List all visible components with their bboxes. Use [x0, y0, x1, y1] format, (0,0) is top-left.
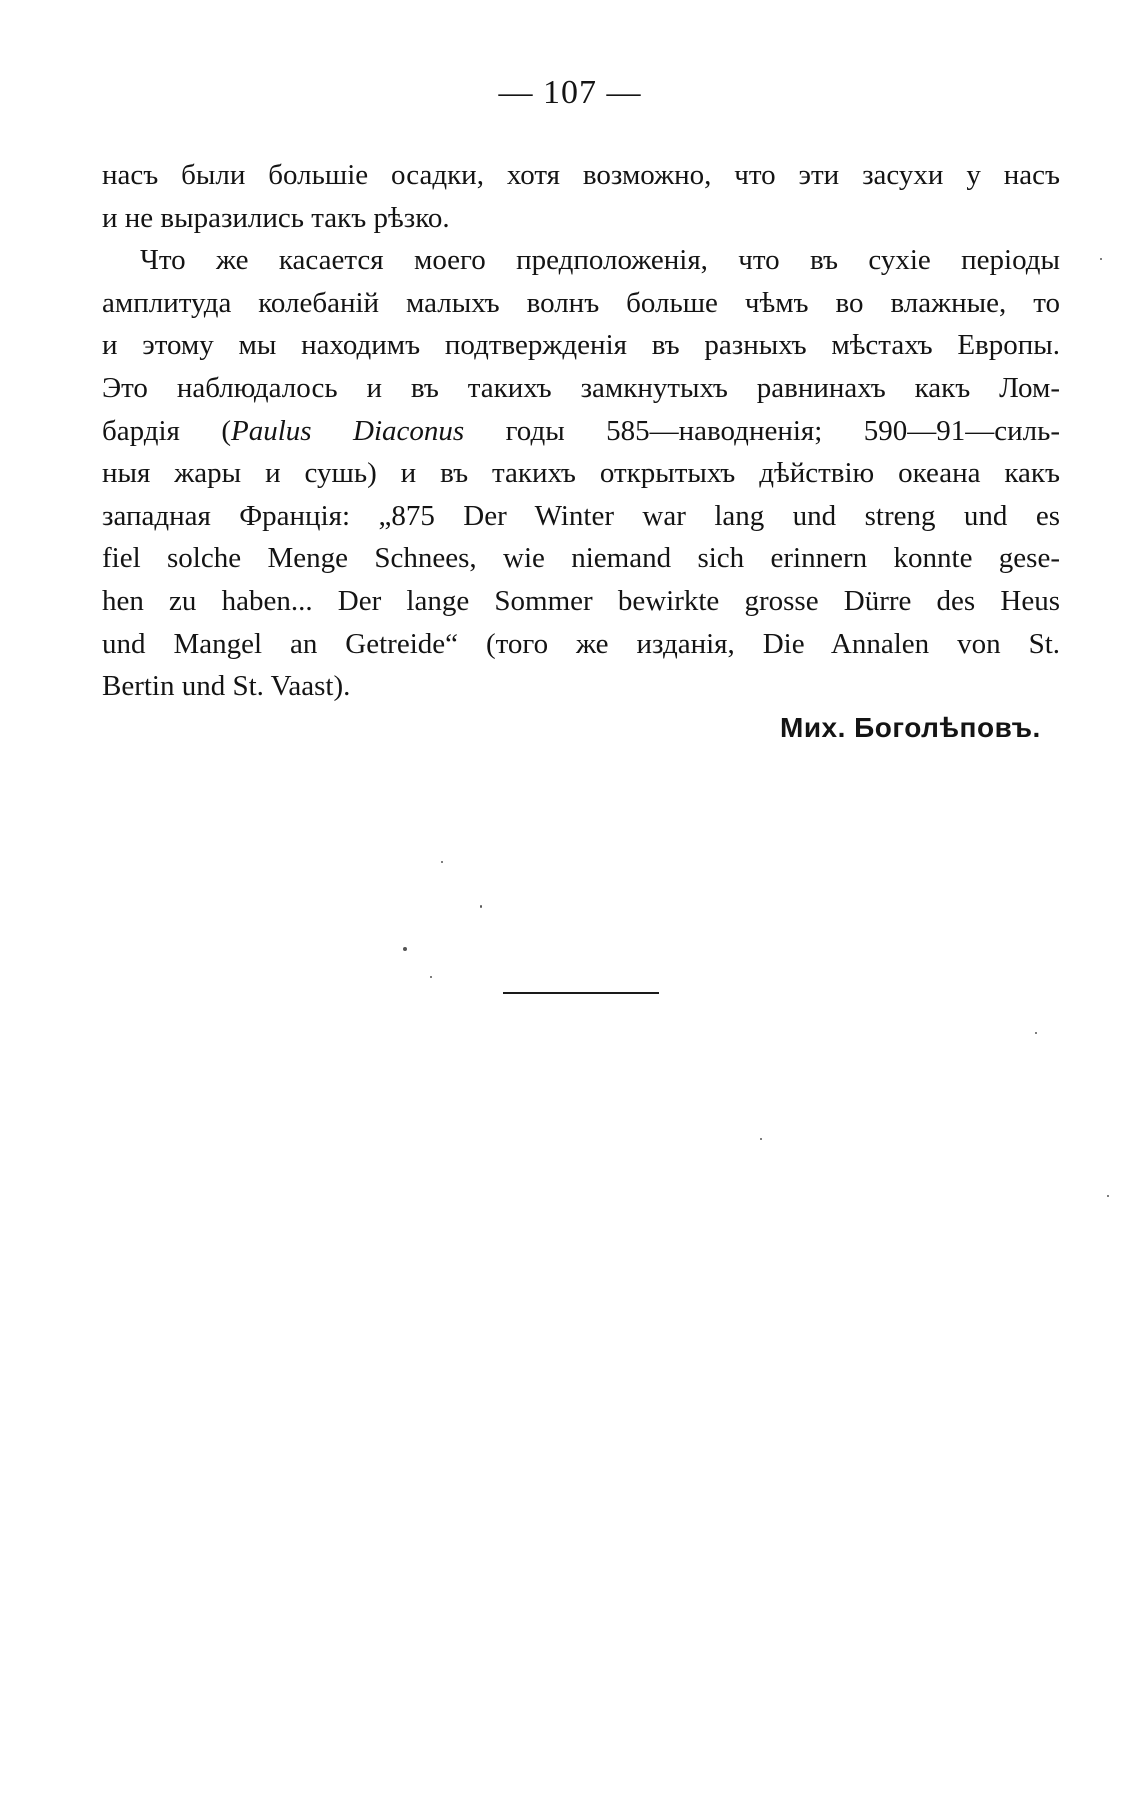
- scan-speck: [441, 861, 443, 863]
- text-line: западная Франція: „875 Der Winter war lang und streng und es: [102, 499, 1060, 532]
- text-line: амплитуда колебаній малыхъ волнъ больше чѣмъ во влажные, то: [102, 286, 1060, 319]
- scan-speck: [430, 976, 432, 978]
- page-number: — 107 —: [498, 74, 642, 111]
- text-line: и не выразились такъ рѣзко.: [102, 201, 450, 234]
- text-line: Что же касается моего предположенія, что въ сухіе періоды: [140, 244, 1060, 277]
- text-line: ныя жары и сушь) и въ такихъ открытыхъ дѣйствію океана какъ: [102, 457, 1060, 490]
- text-line: fiel solche Menge Schnees, wie niemand sich erinnern konnte gese-: [102, 542, 1060, 575]
- scan-speck: [760, 1138, 762, 1140]
- text-line: Это наблюдалось и въ такихъ замкнутыхъ равнинахъ какъ Лом-: [102, 371, 1060, 404]
- scan-speck: [403, 947, 407, 951]
- text-line: hen zu haben... Der lange Sommer bewirkte grosse Dürre des Heus: [102, 584, 1060, 617]
- text-line: [102, 410, 1060, 453]
- scan-speck: [1035, 1032, 1037, 1034]
- text-line: Bertin und St. Vaast).: [102, 670, 351, 703]
- scan-speck: [1100, 258, 1102, 260]
- text-line: насъ были большіе осадки, хотя возможно, что эти засухи у насъ: [102, 159, 1060, 191]
- italic-citation: Paulus Diaconus: [231, 414, 465, 447]
- text-line: und Mangel an Getreide“ (того же изданія, Die Annalen von St.: [102, 627, 1060, 660]
- scan-speck: [480, 905, 482, 908]
- author-signature: Мих. Боголѣповъ.: [780, 712, 1041, 743]
- text-fragment: бардія (: [102, 414, 231, 447]
- body-text: [102, 154, 1060, 708]
- section-divider: [503, 992, 659, 994]
- text-line: и этому мы находимъ подтвержденія въ разныхъ мѣстахъ Европы.: [102, 329, 1060, 362]
- scan-speck: [1107, 1195, 1109, 1197]
- text-fragment: годы 585—наводненія; 590—91—силь-: [464, 414, 1060, 447]
